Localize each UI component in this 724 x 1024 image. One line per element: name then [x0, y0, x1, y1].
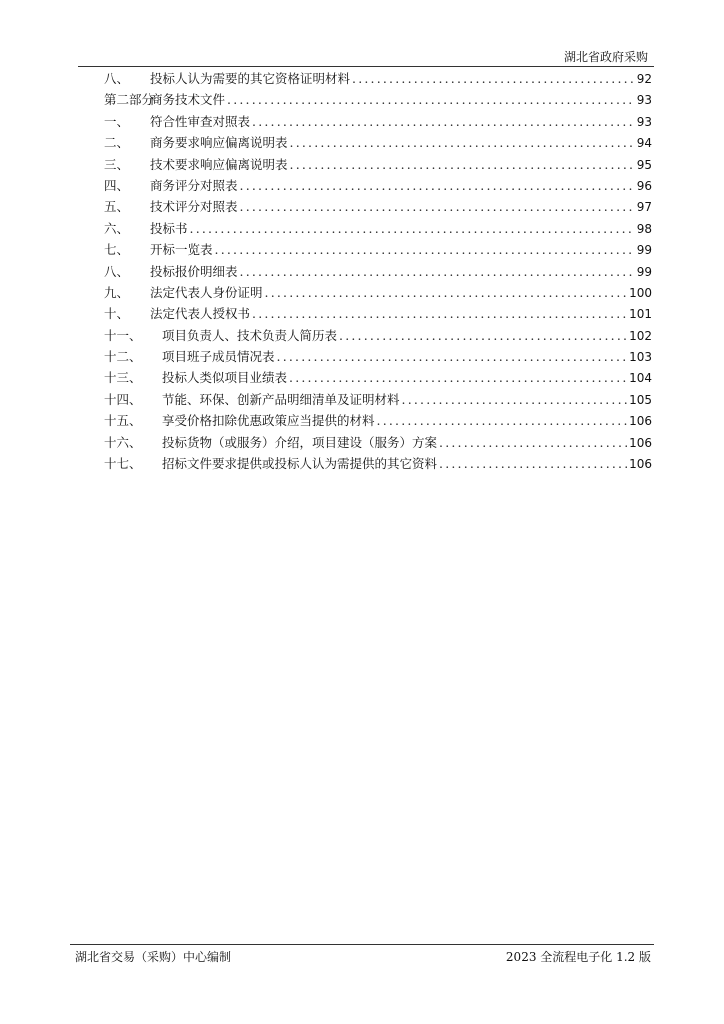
toc-entry-number: 一、: [104, 113, 130, 129]
toc-entry-page-number: 94: [636, 136, 652, 151]
toc-entry[interactable]: [104, 154, 652, 175]
toc-entry[interactable]: [104, 68, 652, 89]
toc-entry-number: 十三、: [104, 370, 142, 386]
toc-dot-leader: [402, 389, 628, 410]
toc-entry[interactable]: [104, 303, 652, 324]
toc-entry-title: 技术评分对照表: [150, 199, 238, 215]
toc-dot-leader: [190, 218, 635, 239]
toc-entry-title: 投标人类似项目业绩表: [162, 370, 288, 386]
toc-dot-leader: [439, 432, 627, 453]
toc-dot-leader: [352, 68, 635, 89]
toc-entry-number: 八、: [104, 263, 130, 279]
toc-entry[interactable]: [104, 346, 652, 367]
toc-entry-number: 十六、: [104, 434, 142, 450]
toc-entry-title: 法定代表人授权书: [150, 306, 251, 322]
toc-entry-number: 八、: [104, 71, 130, 86]
toc-entry-title: 商务要求响应偏离说明表: [150, 135, 288, 151]
toc-entry-page-number: 105: [629, 392, 652, 407]
toc-entry[interactable]: [104, 453, 652, 474]
toc-entry-page-number: 106: [629, 457, 652, 472]
toc-dot-leader: [289, 367, 627, 388]
toc-dot-leader: [339, 325, 627, 346]
toc-entry-number: 二、: [104, 135, 130, 151]
toc-entry-page-number: 106: [629, 435, 652, 450]
toc-entry[interactable]: [104, 367, 652, 388]
table-of-contents: [104, 68, 652, 474]
toc-entry[interactable]: [104, 410, 652, 431]
toc-entry-page-number: 104: [629, 371, 652, 386]
toc-entry-number: 三、: [104, 156, 130, 172]
toc-entry[interactable]: [104, 389, 652, 410]
toc-dot-leader: [290, 154, 635, 175]
page-header: 湖北省政府采购: [563, 50, 648, 64]
footer-publisher: 湖北省交易（采购）中心编制: [75, 950, 232, 964]
toc-dot-leader: [290, 132, 635, 153]
toc-entry-title: 开标一览表: [150, 242, 213, 258]
toc-dot-leader: [240, 175, 635, 196]
toc-entry-title: 符合性审查对照表: [150, 113, 251, 129]
toc-entry-page-number: 95: [636, 157, 652, 172]
toc-entry-number: 四、: [104, 177, 130, 193]
toc-entry-number: 十、: [104, 306, 130, 322]
toc-entry-number: 九、: [104, 284, 130, 300]
toc-entry-title: 投标货物（或服务）介绍，项目建设（服务）方案: [162, 434, 438, 450]
toc-entry-title: 法定代表人身份证明: [150, 284, 263, 300]
toc-entry-title: 享受价格扣除优惠政策应当提供的材料: [162, 413, 375, 429]
footer-version: 2023 全流程电子化 1.2 版: [505, 950, 651, 964]
toc-dot-leader: [227, 89, 635, 110]
toc-entry[interactable]: [104, 175, 652, 196]
toc-entry-title: 节能、环保、创新产品明细清单及证明材料: [162, 391, 400, 407]
toc-dot-leader: [215, 239, 635, 260]
toc-entry-number: 第二部分: [104, 92, 155, 108]
toc-dot-leader: [265, 282, 628, 303]
toc-entry-number: 七、: [104, 242, 130, 258]
toc-entry-page-number: 93: [636, 114, 652, 129]
toc-entry-number: 十一、: [104, 327, 142, 343]
toc-entry-page-number: 102: [629, 328, 652, 343]
toc-dot-leader: [252, 111, 635, 132]
toc-entry-number: 十四、: [104, 391, 142, 407]
footer-divider: [70, 944, 654, 945]
toc-entry-number: 十五、: [104, 413, 142, 429]
toc-entry-number: 六、: [104, 220, 130, 236]
toc-entry-title: 投标书: [150, 220, 188, 236]
toc-entry-number: 五、: [104, 199, 130, 215]
toc-entry[interactable]: [104, 218, 652, 239]
toc-entry-page-number: 101: [629, 307, 652, 322]
toc-entry-number: 十七、: [104, 456, 142, 472]
header-divider: [78, 66, 654, 67]
toc-dot-leader: [377, 410, 628, 431]
toc-entry-page-number: 106: [629, 414, 652, 429]
toc-entry[interactable]: [104, 325, 652, 346]
toc-entry-title: 商务评分对照表: [150, 177, 238, 193]
toc-entry[interactable]: [104, 261, 652, 282]
toc-entry-number: 十二、: [104, 349, 142, 365]
toc-entry-page-number: 93: [636, 93, 652, 108]
toc-dot-leader: [252, 303, 627, 324]
toc-entry-page-number: 99: [636, 243, 652, 258]
toc-entry-title: 招标文件要求提供或投标人认为需提供的其它资料: [162, 456, 438, 472]
toc-dot-leader: [277, 346, 628, 367]
toc-entry-page-number: 97: [636, 200, 652, 215]
toc-entry[interactable]: [104, 132, 652, 153]
toc-dot-leader: [439, 453, 627, 474]
toc-entry[interactable]: [104, 111, 652, 132]
toc-entry[interactable]: [104, 239, 652, 260]
toc-entry-title: 项目负责人、技术负责人简历表: [162, 327, 338, 343]
toc-entry[interactable]: [104, 89, 652, 110]
toc-dot-leader: [240, 261, 635, 282]
toc-entry-page-number: 92: [636, 72, 652, 86]
toc-entry-page-number: 96: [636, 178, 652, 193]
toc-entry-title: 投标报价明细表: [150, 263, 238, 279]
toc-entry[interactable]: [104, 432, 652, 453]
toc-entry-page-number: 99: [636, 264, 652, 279]
toc-entry-page-number: 103: [629, 350, 652, 365]
toc-dot-leader: [240, 196, 635, 217]
toc-entry-title: 商务技术文件: [150, 92, 226, 108]
toc-entry-page-number: 98: [636, 221, 652, 236]
toc-entry[interactable]: [104, 196, 652, 217]
toc-entry-page-number: 100: [629, 285, 652, 300]
toc-entry-title: 项目班子成员情况表: [162, 349, 275, 365]
toc-entry-title: 技术要求响应偏离说明表: [150, 156, 288, 172]
toc-entry[interactable]: [104, 282, 652, 303]
toc-entry-title: 投标人认为需要的其它资格证明材料: [150, 71, 351, 86]
